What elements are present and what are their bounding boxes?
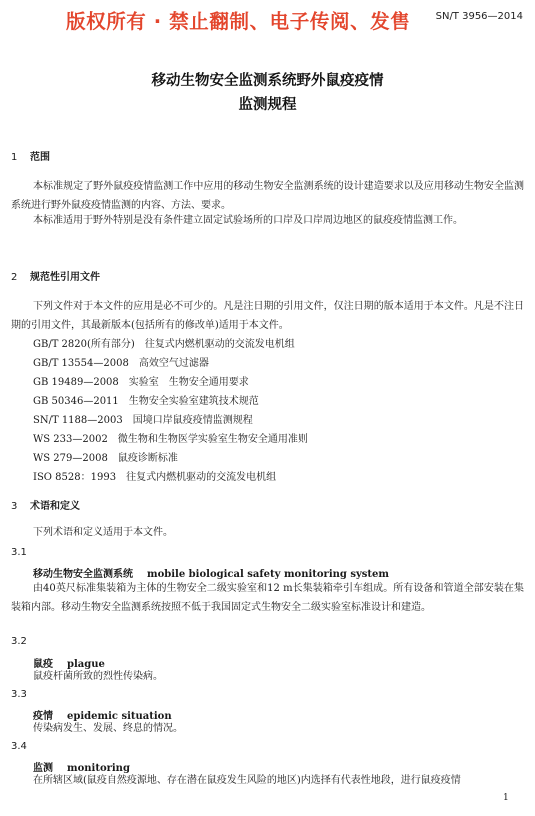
section-heading-terms-and-definitions — [11, 497, 80, 512]
section-number: 3 — [11, 501, 18, 512]
reference-item: SN/T 1188—2003 国境口岸鼠疫疫情监测规程 — [33, 415, 253, 426]
reference-item: WS 279—2008 鼠疫诊断标准 — [33, 453, 178, 464]
reference-item: WS 233—2002 微生物和生物医学实验室生物安全通用准则 — [33, 434, 308, 445]
term-definition: 鼠疫杆菌所致的烈性传染病。 — [33, 671, 163, 682]
watermark-banner: 版权所有 · 禁止翻制、电子传阅、发售 — [66, 10, 411, 33]
term-definition: 在所辖区域(鼠疫自然疫源地、存在潜在鼠疫发生风险的地区)内选择有代表性地段，进行鼠疫疫情 — [33, 775, 461, 786]
reference-item: GB/T 2820(所有部分) 往复式内燃机驱动的交流发电机组 — [33, 339, 295, 350]
reference-item: GB/T 13554—2008 高效空气过滤器 — [33, 358, 209, 369]
section-title: 范围 — [30, 152, 50, 163]
reference-item: GB 50346—2011 生物安全实验室建筑技术规范 — [33, 396, 259, 407]
document-title: 移动生物安全监测系统野外鼠疫疫情 — [151, 73, 384, 89]
term-number: 3.2 — [11, 636, 27, 647]
document-title-line2: 监测规程 — [238, 97, 297, 113]
section-heading-scope — [11, 148, 50, 163]
standard-code: SN/T 3956—2014 — [435, 11, 523, 22]
term-heading: 监测 monitoring — [33, 763, 130, 774]
section-number: 2 — [11, 272, 18, 283]
reference-item: ISO 8528：1993 往复式内燃机驱动的交流发电机组 — [33, 472, 277, 483]
term-heading: 移动生物安全监测系统 mobile biological safety monitoring system — [33, 569, 389, 580]
paragraph: 本标准适用于野外特别是没有条件建立固定试验场所的口岸及口岸周边地区的鼠疫疫情监测工作。 — [33, 215, 463, 226]
paragraph: 下列术语和定义适用于本文件。 — [33, 527, 173, 538]
reference-item: GB 19489—2008 实验室 生物安全通用要求 — [33, 377, 249, 388]
term-number: 3.4 — [11, 741, 27, 752]
term-number: 3.3 — [11, 689, 27, 700]
section-title: 规范性引用文件 — [30, 272, 100, 283]
paragraph: 本标准规定了野外鼠疫疫情监测工作中应用的移动生物安全监测系统的设计建造要求以及应用移动生物安全监测系统进行野外鼠疫疫情监测的内容、方法、要求。 — [11, 181, 524, 211]
page-number: 1 — [503, 793, 509, 803]
term-heading: 疫情 epidemic situation — [33, 711, 172, 722]
term-number: 3.1 — [11, 547, 27, 558]
section-title: 术语和定义 — [30, 501, 80, 512]
term-definition: 传染病发生、发展、终息的情况。 — [33, 723, 183, 734]
term-definition: 由40英尺标准集装箱为主体的生物安全二级实验室和12 m长集装箱牵引车组成。所有设备和管道全部安装在集装箱内部。移动生物安全监测系统按照不低于我国固定式生物安全二级实验室标准设计和建造。 — [11, 583, 524, 613]
paragraph: 下列文件对于本文件的应用是必不可少的。凡是注日期的引用文件，仅注日期的版本适用于本文件。凡是不注日期的引用文件，其最新版本(包括所有的修改单)适用于本文件。 — [11, 301, 524, 331]
section-number: 1 — [11, 152, 18, 163]
term-heading: 鼠疫 plague — [33, 659, 105, 670]
section-heading-normative-references — [11, 268, 100, 283]
